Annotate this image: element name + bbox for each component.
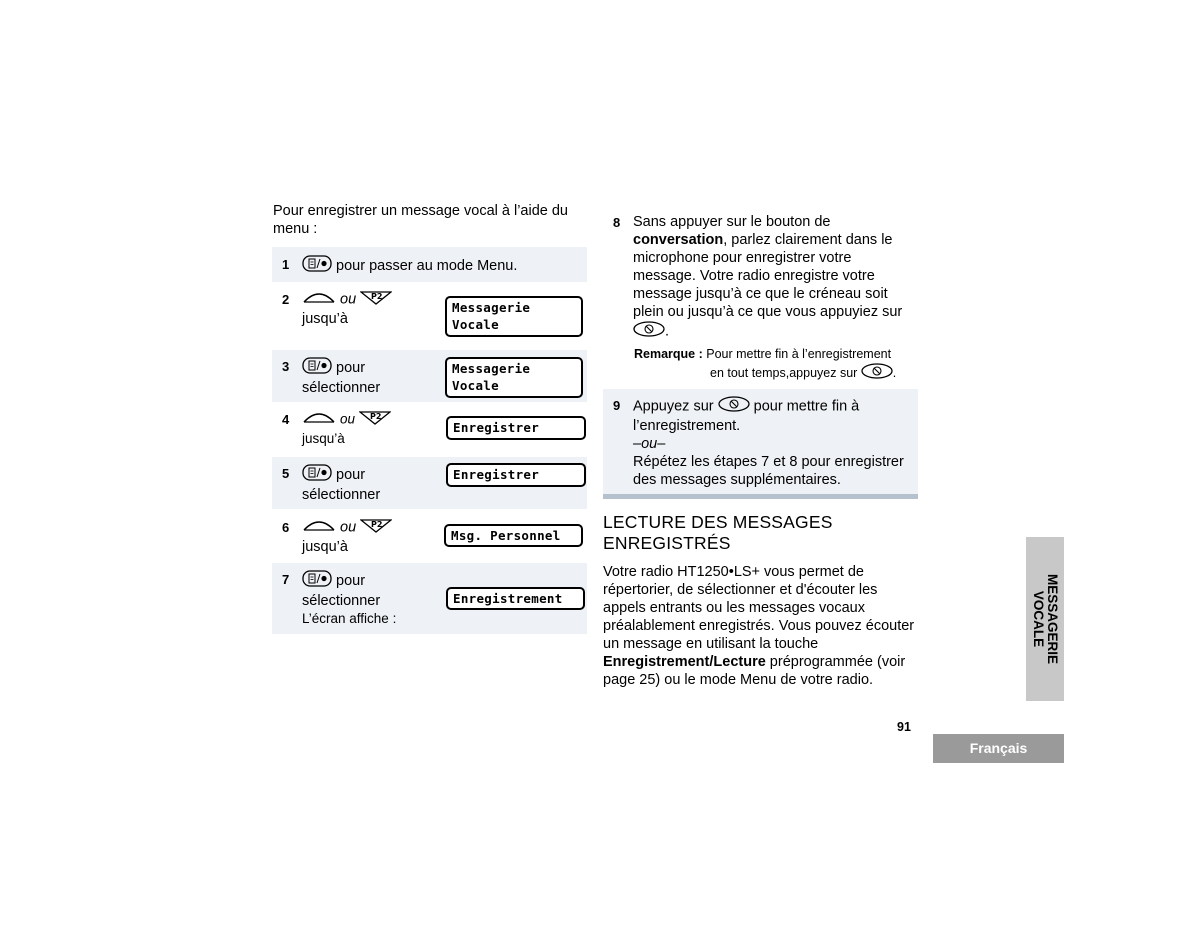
step-9-text: Répétez les étapes 7 et 8 pour enregistrer des messages supplémentaires. [633,454,904,488]
step-3-text: sélectionner [302,380,381,396]
step-number: 5 [282,466,290,481]
lcd-display [445,296,583,337]
step-4 [272,404,587,454]
step-7-text: L’écran affiche : [302,611,397,626]
step-8-paragraph [633,231,918,342]
step-8-text: , parlez clairement dans le microphone pour enregistrer votre message. Votre radio enregistre votre message jusqu’à ce que le créneau soit plein ou jusqu’à ce que vous appuyiez sur [633,232,903,320]
section-text: préprogrammée (voir page 25) ou le mode Menu de votre radio. [603,654,906,688]
lcd-line: Msg. Personnel [451,528,561,543]
section-text: Votre radio HT1250•LS+ vous permet de répertorier, de sélectionner et d'écouter les appels entrants ou les messages vocaux préalablement enregistrés. Vous pouvez écouter un message en utilisant la touche [603,564,915,652]
lcd-display [446,463,586,487]
step-1-text: pour passer au mode Menu. [336,257,518,274]
p2-key-icon [360,517,392,538]
lcd-line: Vocale [452,378,499,393]
ou-text: ou [340,411,356,427]
step-4-text: jusqu’à [302,431,345,446]
step-3 [272,350,587,402]
step-9-text: Appuyez sur [633,398,714,415]
chapter-side-tab [1026,537,1064,701]
step-6-text: jusqu’à [302,539,348,555]
step-number: 2 [282,292,290,307]
section-heading-line: ENREGISTRÉS [603,533,731,553]
step-7-text: pour [336,572,366,589]
ou-text: ou [340,291,357,308]
step-number: 4 [282,412,290,427]
step-5-text: pour [336,466,366,483]
step-2-text: jusqu’à [302,311,348,327]
side-tab-line: VOCALE [1031,590,1046,648]
menu-select-key-icon [302,357,332,379]
lcd-line: Enregistrer [453,467,540,482]
step-9-text: pour mettre fin à [753,398,860,415]
step-3-text: pour [336,359,366,376]
menu-select-key-icon [302,464,332,486]
section-heading [603,512,923,554]
remark [634,345,924,384]
step-8-text: Sans appuyer sur le bouton de [633,214,831,230]
step-5 [272,457,587,509]
record-key-icon [633,321,665,342]
p2-key-icon [359,409,391,430]
step-number: 1 [282,257,290,272]
remark-text: . [892,365,897,380]
intro-text: Pour enregistrer un message vocal à l’aide du menu : [273,203,568,237]
remark-text: en tout temps,appuyez sur [710,365,858,380]
step-9-or: –ou– [633,436,666,452]
step-7 [272,563,587,634]
lcd-line: Vocale [452,317,499,332]
section-bold: Enregistrement/Lecture [603,654,766,670]
step-9 [603,389,918,494]
language-tab: Français [933,734,1064,763]
lcd-display [446,416,586,440]
step-9-text: l’enregistrement. [633,418,741,434]
remark-line-2 [634,363,924,384]
step-number: 3 [282,359,290,374]
step-2 [272,284,587,344]
lcd-line: Enregistrer [453,420,540,435]
lcd-display [446,587,585,610]
lcd-display [444,524,583,547]
menu-select-key-icon [302,570,332,592]
lcd-line: Messagerie [452,300,531,315]
section-rule [603,494,918,499]
svg-text:P2: P2 [370,412,382,421]
step-1 [272,247,587,282]
section-heading-line: LECTURE DES MESSAGES [603,512,833,532]
svg-text:P2: P2 [371,292,383,301]
side-tab-line: MESSAGERIE [1045,573,1060,665]
step-8-bold: conversation [633,232,724,248]
svg-text:P2: P2 [371,520,383,529]
section-paragraph [603,563,918,689]
step-9-line-1 [633,396,918,417]
menu-select-key-icon [302,255,332,277]
lcd-line: Messagerie [452,361,531,376]
step-8-text: . [665,323,670,340]
step-6 [272,511,587,561]
step-5-text: sélectionner [302,487,381,503]
record-key-icon [718,396,750,417]
step-number: 7 [282,572,290,587]
step-number: 9 [613,398,621,413]
left-arrow-key-icon [302,289,336,310]
page-number: 91 [897,720,911,734]
left-arrow-key-icon [302,517,336,538]
lcd-line: Enregistrement [453,591,563,606]
step-7-text: sélectionner [302,593,381,609]
record-key-icon [861,363,893,384]
step-number: 8 [613,215,621,230]
p2-key-icon [360,289,392,310]
remark-text: Pour mettre fin à l’enregistrement [706,347,892,361]
left-arrow-key-icon [302,409,336,430]
ou-text: ou [340,519,357,536]
remark-label: Remarque : [634,347,703,361]
side-tab-label [1031,574,1059,664]
step-number: 6 [282,520,290,535]
lcd-display [445,357,583,398]
